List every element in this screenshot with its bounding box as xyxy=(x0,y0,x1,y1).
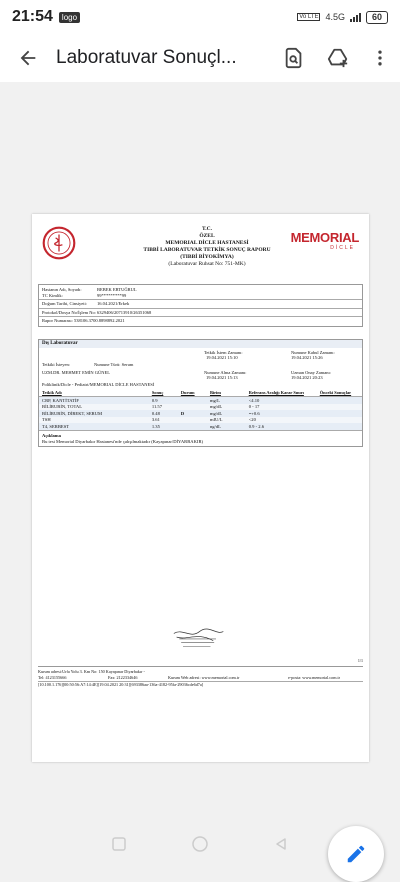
table-cell: <20 xyxy=(248,417,256,423)
lab-results-section xyxy=(38,339,363,447)
network-type: 4.5G xyxy=(325,12,345,22)
note-section: Açıklama Bu test Memorial Diyarbakır Hastanesi'nde çalışılmaktadır (Kayapınar/DİYARBAKIR) xyxy=(39,430,362,446)
table-cell: 0 - 17 xyxy=(248,404,260,410)
table-cell: 3.61 xyxy=(151,417,160,423)
battery-icon: 60 xyxy=(366,11,388,24)
table-header: Önceki Sonuçlar xyxy=(317,390,362,397)
table-cell: 11.57 xyxy=(151,404,162,410)
table-cell: =+0.6 xyxy=(248,410,260,416)
table-cell: 1.35 xyxy=(151,424,160,430)
more-vert-icon xyxy=(370,48,390,68)
patient-info: Hastanın Adı, Soyadı: BEBEK ERTUĞRUL TC Kimlik: 99*********99 Doğum Tarihi, Cinsiyeti: 16.04.2021/Erkek Protokol/Dosya No/İşlem No: 6329406/20713910/26351068 Rapor Numarası: 538106.3700.8898892.2021 xyxy=(38,284,363,327)
table-row xyxy=(39,404,362,411)
table-cell: ng/dL xyxy=(209,424,221,430)
table-cell: 0.9 xyxy=(151,397,158,403)
table-cell xyxy=(317,410,362,417)
pdf-viewer[interactable] xyxy=(0,82,400,866)
table-header: Sonuç xyxy=(149,390,178,397)
table-row xyxy=(39,417,362,424)
back-button[interactable] xyxy=(0,34,56,82)
recent-apps-icon[interactable] xyxy=(112,837,126,851)
ministry-of-health-logo xyxy=(42,226,76,260)
back-nav-icon[interactable] xyxy=(274,837,288,851)
table-cell: 0.48 xyxy=(151,410,160,416)
arrow-back-icon xyxy=(17,47,39,69)
report-header: T.C. ÖZEL MEMORIAL DİCLE HASTANESİ TIBBİ LABORATUVAR TETKİK SONUÇ RAPORU (TIBBİ BİYOKİMYA) (Laboratuvar Ruhsat No: 751-MK) xyxy=(143,226,271,267)
table-row xyxy=(39,397,362,404)
table-cell xyxy=(317,423,362,430)
table-cell: mg/dL xyxy=(209,410,223,416)
home-icon[interactable] xyxy=(191,835,209,853)
report-footer: Kurum adresi:Urfa Yolu 3. Km No: 150 Kayapınar Diyarbakır - Tel: 4123155666 Fax: 2122334646 Kurum Web adresi: www.memorial.com.tr e-posta: www.memorial.com.tr [10.100.1.176][00:50:56:A7:14:4E][19.04.2021 20:31][693386aa-136a-4182-95fa-29036cde6d7a] xyxy=(38,666,363,688)
table-cell: D xyxy=(180,410,185,416)
file-search-icon xyxy=(283,47,305,69)
more-options-button[interactable] xyxy=(360,34,400,82)
signal-icon xyxy=(350,12,361,22)
table-header: Tetkik Adı xyxy=(39,390,149,397)
table-header: Durum xyxy=(178,390,207,397)
table-cell: T4, SERBEST xyxy=(42,424,70,430)
table-cell xyxy=(178,404,207,411)
table-cell: BİLİRUBİN, TOTAL xyxy=(42,404,83,410)
table-header: Referans Aralığı Karar Sınırı xyxy=(246,390,317,397)
volte-badge: Vo LTE xyxy=(299,14,319,20)
memorial-logo: MEMORIAL DİCLE xyxy=(290,230,359,251)
table-cell: mg/L xyxy=(209,397,220,403)
table-cell xyxy=(178,423,207,430)
table-cell xyxy=(317,417,362,424)
page-number: 1/1 xyxy=(357,658,363,663)
system-nav-bar xyxy=(0,822,400,866)
signature-stamp xyxy=(172,624,227,652)
pdf-page xyxy=(32,214,369,762)
table-header: Birim xyxy=(207,390,246,397)
table-cell: BİLİRUBİN, DİREKT, SERUM xyxy=(42,410,103,416)
document-title: Laboratuvar Sonuçl... xyxy=(56,47,237,68)
table-cell xyxy=(178,417,207,424)
table-cell: CRP, KANTİTATİF xyxy=(42,397,79,403)
table-cell: <4.10 xyxy=(248,397,260,403)
search-in-document-button[interactable] xyxy=(272,34,316,82)
drive-add-icon xyxy=(326,47,350,69)
table-row xyxy=(39,423,362,430)
table-cell xyxy=(317,397,362,404)
table-cell: mIU/L xyxy=(209,417,223,423)
status-time: 21:54 xyxy=(12,8,53,25)
table-row xyxy=(39,410,362,417)
notification-app-icon: logo xyxy=(59,12,80,23)
table-cell: mg/dL xyxy=(209,404,223,410)
section-title: Dış Laboratuvar xyxy=(39,340,362,348)
app-bar xyxy=(0,34,400,82)
status-bar xyxy=(0,0,400,34)
table-cell: TSH xyxy=(42,417,51,423)
table-cell: 0.9 - 2.6 xyxy=(248,424,265,430)
add-to-drive-button[interactable] xyxy=(316,34,360,82)
table-cell xyxy=(317,404,362,411)
lab-info: Tetkiki İsteyen: Numune Türü: Serum UZM.DR. MEHMET EMİN GÜNEL Poliklinik/Dicle - Pediatri/MEMORIAL DİCLE HASTANESİ Tetkik İstem Zamanı: 19.04.2021 15:10 Numune Kabul Zamanı: 19.04.2021 15:26 Numune Alma Zamanı: 19.04.2021 15:13 Uzman Onay Zamanı: 19.04.2021 20:23 xyxy=(42,349,335,387)
results-table xyxy=(39,390,362,431)
table-cell xyxy=(178,397,207,404)
